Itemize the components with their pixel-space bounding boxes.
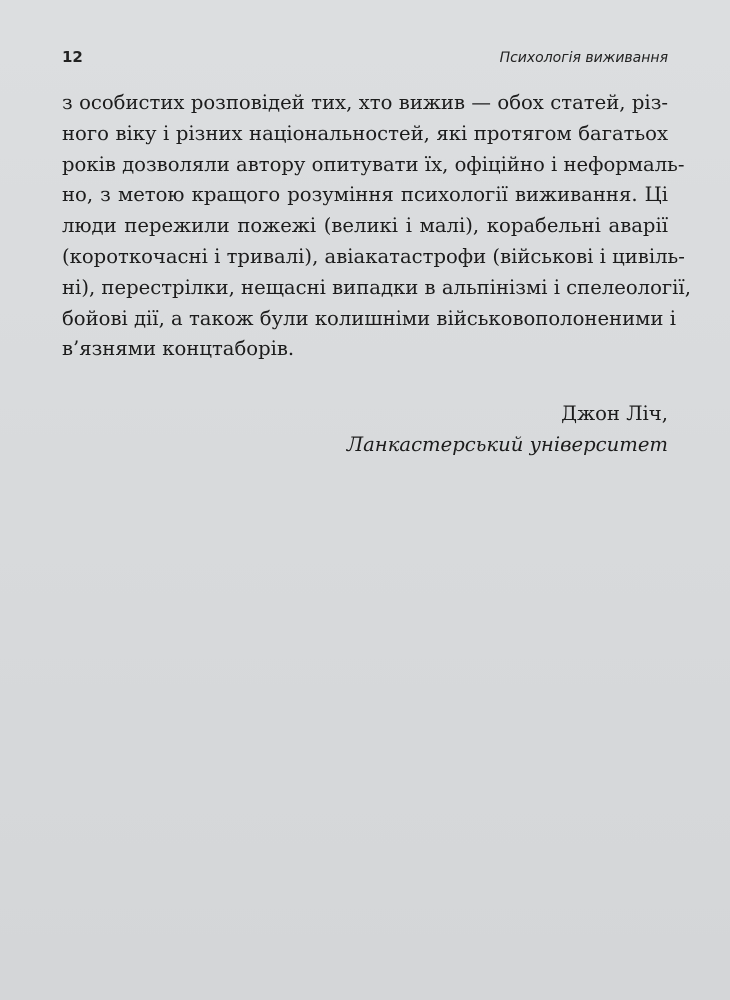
text-line: з особистих розповідей тих, хто вижив — обох статей, різ-	[62, 91, 668, 114]
page-header	[62, 48, 668, 66]
author-affiliation: Ланкастерський університет	[346, 433, 668, 456]
text-line: в’язнями концтаборів.	[62, 337, 295, 361]
text-line: ні), перестрілки, нещасні випадки в альпінізмі і спелеології,	[62, 275, 691, 299]
text-line: ного віку і різних національностей, які протягом багатьох	[62, 121, 668, 145]
text-line: но, з метою кращого розуміння психології виживання. Ці	[62, 183, 668, 207]
text-line: років дозволяли автору опитувати їх, офіційно і неформаль-	[62, 152, 685, 176]
author-name: Джон Ліч,	[561, 402, 668, 425]
body-paragraph	[62, 88, 691, 365]
text-line: люди пережили пожежі (великі і малі), корабельні аварії	[62, 214, 668, 238]
running-title: Психологія виживання	[499, 50, 668, 66]
text-line: (короткочасні і тривалі), авіакатастрофи (військові і цивіль-	[62, 244, 685, 268]
text-line: бойові дії, а також були колишніми військовополоненими і	[62, 306, 676, 330]
page-number: 12	[62, 48, 83, 66]
signature-block	[347, 398, 668, 460]
